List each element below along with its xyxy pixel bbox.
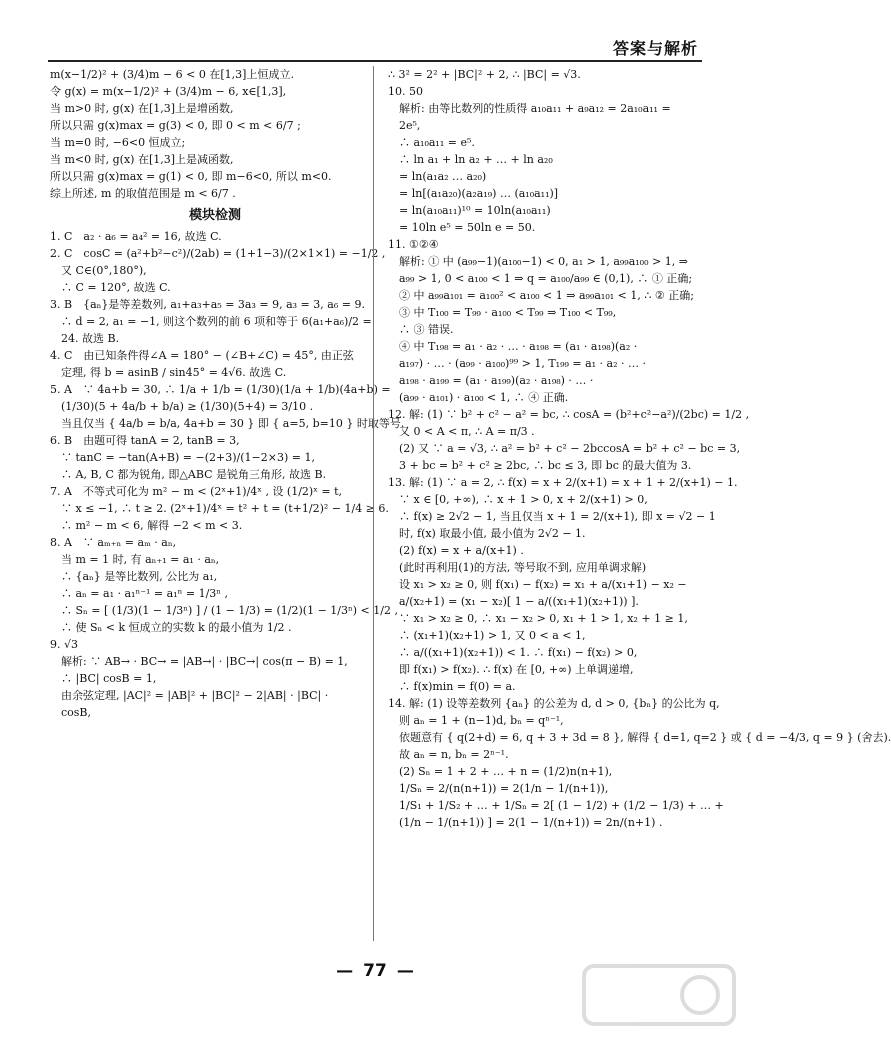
right-line: 即 f(x₁) > f(x₂). ∴ f(x) 在 [0, +∞) 上单调递增, — [388, 663, 634, 676]
right-line: 12. 解: (1) ∵ b² + c² − a² = bc, ∴ cosA = (b²+c²−a²)/(2bc) = 1/2 , — [388, 408, 750, 421]
left-line: 又 C∈(0°,180°), — [50, 264, 147, 277]
left-line: m(x−1/2)² + (3/4)m − 6 < 0 在[1,3]上恒成立. — [50, 68, 294, 81]
left-line: 综上所述, m 的取值范围是 m < 6/7 . — [50, 187, 236, 200]
left-line: 当且仅当 { 4a/b = b/a, 4a+b = 30 } 即 { a=5, b=10 } 时取等号. — [50, 417, 405, 430]
right-line: 14. 解: (1) 设等差数列 {aₙ} 的公差为 d, d > 0, {bₙ} 的公比为 q, — [388, 697, 720, 710]
left-line: ∴ m² − m < 6, 解得 −2 < m < 3. — [50, 519, 243, 532]
right-line: ∴ ln a₁ + ln a₂ + … + ln a₂₀ — [388, 153, 553, 166]
left-line: 当 m<0 时, g(x) 在[1,3]上是减函数, — [50, 153, 234, 166]
left-line: ∴ aₙ = a₁ · a₁ⁿ⁻¹ = a₁ⁿ = 1/3ⁿ , — [50, 587, 229, 600]
section-title: 模块检测 — [188, 208, 241, 223]
right-line: 故 aₙ = n, bₙ = 2ⁿ⁻¹. — [388, 748, 509, 761]
left-line: 所以只需 g(x)max = g(3) < 0, 即 0 < m < 6/7 ; — [50, 119, 301, 132]
right-line: ④ 中 T₁₉₈ = a₁ · a₂ · … · a₁₉₈ = (a₁ · a₁₉₈)(a₂ · — [388, 340, 638, 353]
left-line: ∴ 使 Sₙ < k 恒成立的实数 k 的最小值为 1/2 . — [50, 621, 292, 634]
right-line: ② 中 a₉₉a₁₀₁ = a₁₀₀² < a₁₀₀ < 1 ⇒ a₉₉a₁₀₁ < 1, ∴ ② 正确; — [388, 289, 694, 302]
right-line: ∴ f(x) ≥ 2√2 − 1, 当且仅当 x + 1 = 2/(x+1), 即 x = √2 − 1 — [388, 510, 716, 523]
right-column-answers — [388, 66, 891, 831]
left-line: 当 m = 1 时, 有 aₙ₊₁ = a₁ · aₙ, — [50, 553, 220, 566]
left-line: 5. A ∵ 4a+b = 30, ∴ 1/a + 1/b = (1/30)(1/a + 1/b)(4a+b) = — [50, 383, 391, 396]
right-line: a₉₉ > 1, 0 < a₁₀₀ < 1 ⇒ q = a₁₀₀/a₉₉ ∈ (0,1), ∴ ① 正确; — [388, 272, 693, 285]
right-line: 又 0 < A < π, ∴ A = π/3 . — [388, 425, 535, 438]
left-column-intro — [50, 66, 380, 202]
right-line: 1/S₁ + 1/S₂ + … + 1/Sₙ = 2[ (1 − 1/2) + (1/2 − 1/3) + … + — [388, 799, 724, 812]
left-line: 由余弦定理, |AC|² = |AB|² + |BC|² − 2|AB| · |BC| · — [50, 689, 329, 702]
right-line: 设 x₁ > x₂ ≥ 0, 则 f(x₁) − f(x₂) = x₁ + a/(x₁+1) − x₂ − — [388, 578, 687, 591]
right-line: ∴ a₁₀a₁₁ = e⁵. — [388, 136, 475, 149]
left-line: 3. B {aₙ}是等差数列, a₁+a₃+a₅ = 3a₃ = 9, a₃ = 3, a₆ = 9. — [50, 298, 365, 311]
left-line: 解析: ∵ AB→ · BC→ = |AB→| · |BC→| cos(π − B) = 1, — [50, 655, 348, 668]
right-line: (2) 又 ∵ a = √3, ∴ a² = b² + c² − 2bccosA = b² + c² − bc = 3, — [388, 442, 741, 455]
column-divider — [373, 66, 374, 941]
left-line: 当 m>0 时, g(x) 在[1,3]上是增函数, — [50, 102, 234, 115]
page-number-value: 77 — [363, 961, 387, 981]
right-line: (此时再利用(1)的方法, 等号取不到, 应用单调求解) — [388, 561, 647, 574]
right-line: 解析: ① 中 (a₉₉−1)(a₁₀₀−1) < 0, a₁ > 1, a₉₉a₁₀₀ > 1, ⇒ — [388, 255, 688, 268]
right-line: = ln(a₁a₂ … a₂₀) — [388, 170, 487, 183]
left-line: ∴ |BC| cosB = 1, — [50, 672, 157, 685]
left-line: ∴ d = 2, a₁ = −1, 则这个数列的前 6 项和等于 6(a₁+a₆)/2 = — [50, 315, 372, 328]
right-line: a₁₉₇) · … · (a₉₉ · a₁₀₀)⁹⁹ > 1, T₁₉₉ = a₁ · a₂ · … · — [388, 357, 647, 370]
right-line: ∴ f(x)min = f(0) = a. — [388, 680, 516, 693]
right-line: 依题意有 { q(2+d) = 6, q + 3 + 3d = 8 }, 解得 { d=1, q=2 } 或 { d = −4/3, q = 9 } (舍去). — [388, 731, 891, 744]
right-line: = ln[(a₁a₂₀)(a₂a₁₉) … (a₁₀a₁₁)] — [388, 187, 559, 200]
right-line: 2e⁵, — [388, 119, 421, 132]
page-header — [48, 30, 702, 62]
left-line: cosB, — [50, 706, 92, 719]
right-line: (2) f(x) = x + a/(x+1) . — [388, 544, 524, 557]
left-line: 9. √3 — [50, 638, 78, 651]
left-line: 4. C 由已知条件得∠A = 180° − (∠B+∠C) = 45°, 由正弦 — [50, 349, 354, 362]
right-line: ③ 中 T₁₀₀ = T₉₉ · a₁₀₀ < T₉₉ ⇒ T₁₀₀ < T₉₉, — [388, 306, 617, 319]
left-line: 2. C cosC = (a²+b²−c²)/(2ab) = (1+1−3)/(2×1×1) = −1/2 , — [50, 247, 386, 260]
left-line: 8. A ∵ aₘ₊ₙ = aₘ · aₙ, — [50, 536, 177, 549]
left-line: 所以只需 g(x)max = g(1) < 0, 即 m−6<0, 所以 m<0. — [50, 170, 332, 183]
right-line: 3 + bc = b² + c² ≥ 2bc, ∴ bc ≤ 3, 即 bc 的最大值为 3. — [388, 459, 692, 472]
right-line: 解析: 由等比数列的性质得 a₁₀a₁₁ + a₉a₁₂ = 2a₁₀a₁₁ = — [388, 102, 671, 115]
right-line: (1/n − 1/(n+1)) ] = 2(1 − 1/(n+1)) = 2n/(n+1) . — [388, 816, 663, 829]
left-line: 当 m=0 时, −6<0 恒成立; — [50, 136, 186, 149]
left-column-answers — [50, 228, 405, 721]
right-line: 13. 解: (1) ∵ a = 2, ∴ f(x) = x + 2/(x+1) = x + 1 + 2/(x+1) − 1. — [388, 476, 738, 489]
left-line: 24. 故选 B. — [50, 332, 120, 345]
left-line: (1/30)(5 + 4a/b + b/a) ≥ (1/30)(5+4) = 3/10 . — [50, 400, 314, 413]
left-line: ∴ A, B, C 都为锐角, 即△ABC 是锐角三角形, 故选 B. — [50, 468, 327, 481]
right-line: ∴ 3² = 2² + |BC|² + 2, ∴ |BC| = √3. — [388, 68, 581, 81]
right-line: ∴ ③ 错误. — [388, 323, 454, 336]
right-line: a/(x₂+1) = (x₁ − x₂)[ 1 − a/((x₁+1)(x₂+1)) ]. — [388, 595, 639, 608]
right-line: 10. 50 — [388, 85, 423, 98]
left-line: ∴ {aₙ} 是等比数列, 公比为 a₁, — [50, 570, 218, 583]
right-line: = 10ln e⁵ = 50ln e = 50. — [388, 221, 536, 234]
right-line: (a₉₉ · a₁₀₁) · a₁₀₀ < 1, ∴ ④ 正确. — [388, 391, 569, 404]
right-line: ∴ (x₁+1)(x₂+1) > 1, 又 0 < a < 1, — [388, 629, 586, 642]
right-line: 1/Sₙ = 2/(n(n+1)) = 2(1/n − 1/(n+1)), — [388, 782, 609, 795]
right-line: ∵ x ∈ [0, +∞), ∴ x + 1 > 0, x + 2/(x+1) > 0, — [388, 493, 648, 506]
right-line: 11. ①②④ — [388, 238, 439, 251]
right-line: = ln(a₁₀a₁₁)¹⁰ = 10ln(a₁₀a₁₁) — [388, 204, 551, 217]
left-line: 令 g(x) = m(x−1/2)² + (3/4)m − 6, x∈[1,3], — [50, 85, 287, 98]
right-line: ∴ a/((x₁+1)(x₂+1)) < 1. ∴ f(x₁) − f(x₂) > 0, — [388, 646, 638, 659]
right-line: a₁₉₈ · a₁₉₉ = (a₁ · a₁₉₉)(a₂ · a₁₉₈) · … · — [388, 374, 594, 387]
right-line: ∵ x₁ > x₂ ≥ 0, ∴ x₁ − x₂ > 0, x₁ + 1 > 1, x₂ + 1 ≥ 1, — [388, 612, 688, 625]
left-line: 6. B 由题可得 tanA = 2, tanB = 3, — [50, 434, 240, 447]
left-line: 7. A 不等式可化为 m² − m < (2ˣ+1)/4ˣ , 设 (1/2)ˣ = t, — [50, 485, 343, 498]
page-number: — 77 — — [336, 961, 414, 981]
right-line: (2) Sₙ = 1 + 2 + … + n = (1/2)n(n+1), — [388, 765, 613, 778]
left-line: ∴ C = 120°, 故选 C. — [50, 281, 171, 294]
header-title: 答案与解析 — [612, 39, 698, 58]
left-line: ∴ Sₙ = [ (1/3)(1 − 1/3ⁿ) ] / (1 − 1/3) = (1/2)(1 − 1/3ⁿ) < 1/2 , — [50, 604, 398, 617]
right-column — [388, 66, 891, 831]
left-line: ∵ tanC = −tan(A+B) = −(2+3)/(1−2×3) = 1, — [50, 451, 315, 464]
right-line: 则 aₙ = 1 + (n−1)d, bₙ = qⁿ⁻¹, — [388, 714, 564, 727]
left-line: 定理, 得 b = asinB / sin45° = 4√6. 故选 C. — [50, 366, 287, 379]
watermark-logo — [580, 960, 740, 1030]
left-line: ∵ x ≤ −1, ∴ t ≥ 2. (2ˣ+1)/4ˣ = t² + t = (t+1/2)² − 1/4 ≥ 6. — [50, 502, 389, 515]
right-line: 时, f(x) 取最小值, 最小值为 2√2 − 1. — [388, 527, 586, 540]
left-line: 1. C a₂ · a₆ = a₄² = 16, 故选 C. — [50, 230, 222, 243]
